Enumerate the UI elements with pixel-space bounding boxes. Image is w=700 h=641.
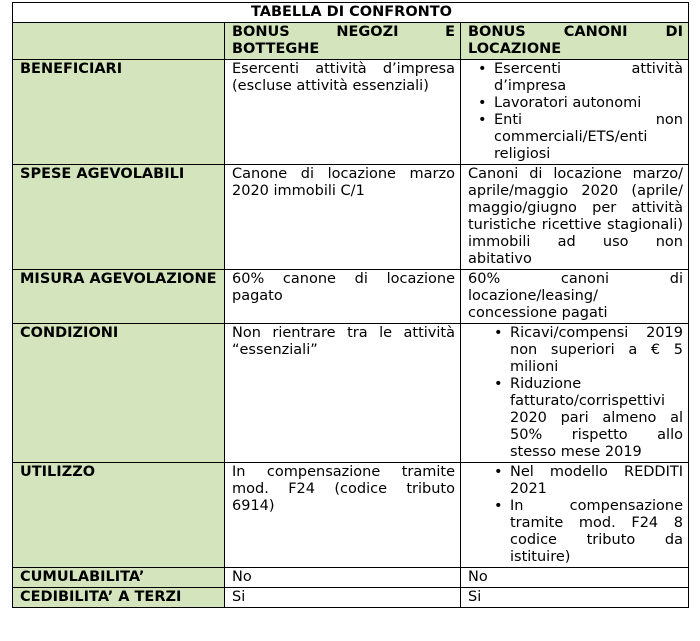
row-label: BENEFICIARI	[13, 60, 225, 165]
row-label: CEDIBILITA’ A TERZI	[13, 588, 225, 608]
table-row	[13, 588, 689, 608]
row-label: UTILIZZO	[13, 463, 225, 568]
cell-canoni	[461, 324, 689, 463]
bullet-list	[468, 325, 683, 461]
cell-negozi: No	[225, 568, 461, 588]
table-row	[13, 463, 689, 568]
row-label: SPESE AGEVOLABILI	[13, 165, 225, 270]
table-row	[13, 60, 689, 165]
header-row	[13, 23, 689, 60]
row-label: MISURA AGEVOLAZIONE	[13, 270, 225, 324]
list-item: • Riduzione fatturato/corrispettivi 2020 pari almeno al 50% rispetto allo stesso mese 2019	[468, 376, 683, 461]
row-label: CONDIZIONI	[13, 324, 225, 463]
cell-canoni: No	[461, 568, 689, 588]
list-item: • Nel modello REDDITI 2021	[468, 464, 683, 498]
list-item: • Ricavi/compensi 2019 non superiori a € 5 milioni	[468, 325, 683, 376]
table-row	[13, 324, 689, 463]
comparison-table	[12, 2, 689, 608]
bullet-list	[468, 61, 683, 163]
list-item: • Lavoratori autonomi	[468, 95, 683, 112]
cell-negozi: Si	[225, 588, 461, 608]
header-bonus-canoni: BONUS CANONI DI LOCAZIONE	[461, 23, 689, 60]
cell-canoni: Canoni di locazione marzo/ aprile/maggio 2020 (aprile/ maggio/giugno per attività turistiche ricettive stagionali) immobili ad uso non abitativo	[461, 165, 689, 270]
row-label: CUMULABILITA’	[13, 568, 225, 588]
cell-canoni: 60% canoni di locazione/leasing/ concessione pagati	[461, 270, 689, 324]
cell-negozi: Canone di locazione marzo 2020 immobili C/1	[225, 165, 461, 270]
table-row	[13, 568, 689, 588]
table-row	[13, 270, 689, 324]
cell-negozi: In compensazione tramite mod. F24 (codice tributo 6914)	[225, 463, 461, 568]
cell-negozi: Esercenti attività d’impresa (escluse attività essenziali)	[225, 60, 461, 165]
cell-canoni	[461, 60, 689, 165]
list-item: • In compensazione tramite mod. F24 8 codice tributo da istituire)	[468, 498, 683, 566]
cell-negozi: 60% canone di locazione pagato	[225, 270, 461, 324]
bullet-list	[468, 464, 683, 566]
list-item: • Enti non commerciali/ETS/enti religiosi	[468, 112, 683, 163]
table-title: TABELLA DI CONFRONTO	[13, 3, 689, 23]
cell-canoni: Si	[461, 588, 689, 608]
title-row	[13, 3, 689, 23]
cell-canoni	[461, 463, 689, 568]
table-row	[13, 165, 689, 270]
header-empty-cell	[13, 23, 225, 60]
cell-negozi: Non rientrare tra le attività “essenziali”	[225, 324, 461, 463]
header-bonus-negozi: BONUS NEGOZI E BOTTEGHE	[225, 23, 461, 60]
list-item: • Esercenti attività d’impresa	[468, 61, 683, 95]
